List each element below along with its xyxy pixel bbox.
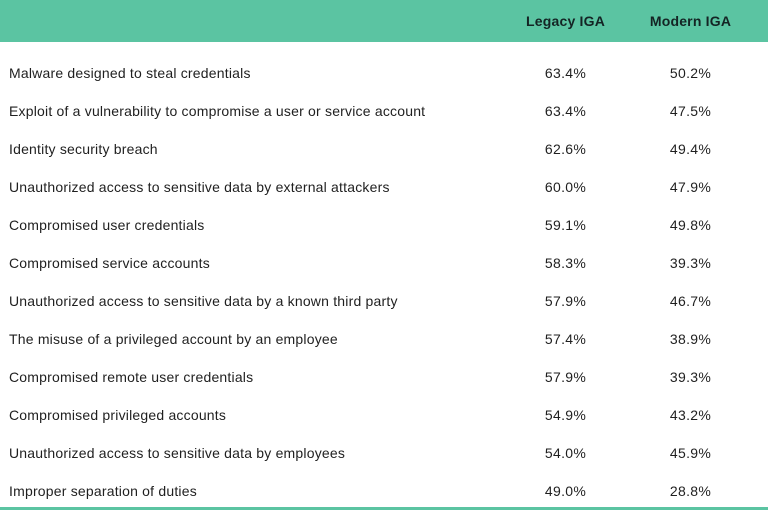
table-row <box>0 282 768 320</box>
row-label: Improper separation of duties <box>9 483 197 499</box>
row-label: Compromised privileged accounts <box>9 407 227 423</box>
table-row <box>0 434 768 472</box>
table-row <box>0 358 768 396</box>
row-modern-value: 50.2% <box>669 65 712 81</box>
row-legacy-value: 63.4% <box>544 65 587 81</box>
table-row <box>0 92 768 130</box>
table-header <box>0 0 768 42</box>
table-row <box>0 54 768 92</box>
row-legacy-value: 63.4% <box>544 103 587 119</box>
table-row <box>0 130 768 168</box>
row-modern-value: 47.5% <box>669 103 712 119</box>
row-legacy-value: 54.9% <box>544 407 587 423</box>
row-label: Unauthorized access to sensitive data by a known third party <box>9 293 398 309</box>
table-row <box>0 396 768 434</box>
row-modern-value: 39.3% <box>669 369 712 385</box>
row-label: Unauthorized access to sensitive data by employees <box>9 445 346 461</box>
row-legacy-value: 58.3% <box>544 255 587 271</box>
row-label: Compromised service accounts <box>9 255 210 271</box>
row-label: Unauthorized access to sensitive data by external attackers <box>9 179 390 195</box>
row-legacy-value: 59.1% <box>544 217 587 233</box>
table-row <box>0 320 768 358</box>
row-legacy-value: 62.6% <box>544 141 587 157</box>
row-label: Malware designed to steal credentials <box>9 65 251 81</box>
row-modern-value: 49.8% <box>669 217 712 233</box>
row-modern-value: 38.9% <box>669 331 712 347</box>
row-label: Identity security breach <box>9 141 158 157</box>
table-body <box>0 42 768 510</box>
row-label: Compromised user credentials <box>9 217 205 233</box>
row-modern-value: 28.8% <box>669 483 712 499</box>
row-label: Compromised remote user credentials <box>9 369 254 385</box>
row-legacy-value: 57.9% <box>544 369 587 385</box>
table-row <box>0 244 768 282</box>
row-label: Exploit of a vulnerability to compromise a user or service account <box>9 103 426 119</box>
row-modern-value: 43.2% <box>669 407 712 423</box>
row-legacy-value: 57.9% <box>544 293 587 309</box>
row-modern-value: 47.9% <box>669 179 712 195</box>
row-modern-value: 45.9% <box>669 445 712 461</box>
row-legacy-value: 57.4% <box>544 331 587 347</box>
row-modern-value: 39.3% <box>669 255 712 271</box>
table-row <box>0 168 768 206</box>
row-label: The misuse of a privileged account by an employee <box>9 331 338 347</box>
column-header-modern-iga: Modern IGA <box>649 13 732 29</box>
row-modern-value: 49.4% <box>669 141 712 157</box>
row-legacy-value: 60.0% <box>544 179 587 195</box>
row-legacy-value: 49.0% <box>544 483 587 499</box>
row-legacy-value: 54.0% <box>544 445 587 461</box>
table-row <box>0 472 768 510</box>
row-modern-value: 46.7% <box>669 293 712 309</box>
table-row <box>0 206 768 244</box>
column-header-legacy-iga: Legacy IGA <box>525 13 606 29</box>
